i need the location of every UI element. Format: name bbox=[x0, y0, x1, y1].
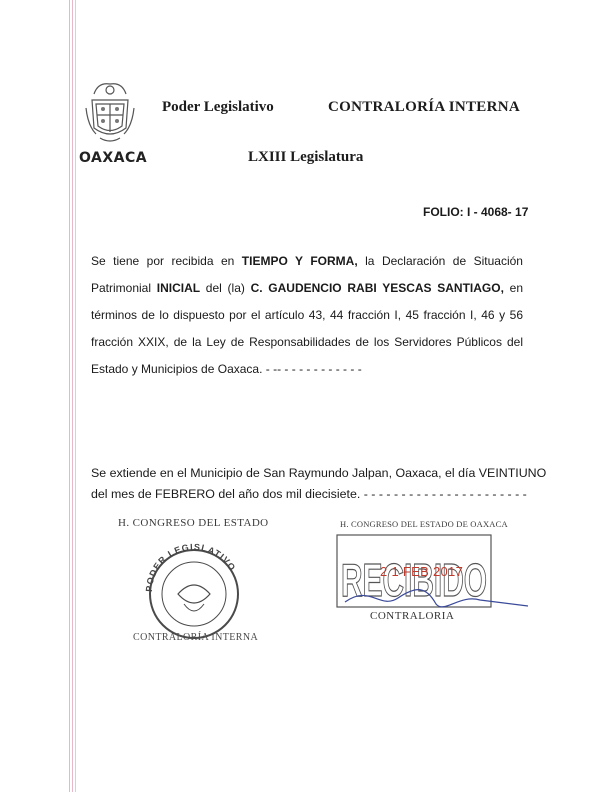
received-stamp-header: H. CONGRESO DEL ESTADO DE OAXACA bbox=[340, 519, 508, 529]
received-stamp-footer: CONTRALORIA bbox=[370, 610, 455, 622]
declarant-name: C. GAUDENCIO RABI YESCAS SANTIAGO, bbox=[250, 281, 504, 295]
department-heading: CONTRALORÍA INTERNA bbox=[328, 99, 520, 115]
margin-line-blue bbox=[69, 0, 70, 792]
paragraph-line: del mes de FEBRERO del año dos mil diecisiete. - - - - - - - - - - - - - - - - - - - - - - bbox=[91, 487, 527, 501]
paragraph-line: Patrimonial INICIAL del (la) C. GAUDENCIO RABI YESCAS SANTIAGO, en bbox=[91, 281, 524, 295]
congress-stamp-header: H. CONGRESO DEL ESTADO bbox=[118, 517, 269, 529]
paragraph-line: Se tiene por recibida en TIEMPO Y FORMA, la Declaración de Situación bbox=[91, 254, 523, 268]
paragraph-line: Estado y Municipios de Oaxaca. - -- - - - - - - - - - - - bbox=[91, 362, 362, 376]
declaration-paragraph bbox=[91, 248, 523, 383]
received-date: 2 1 FEB 2017 bbox=[380, 564, 464, 579]
state-name: OAXACA bbox=[79, 150, 148, 166]
paragraph-line: fracción XXIX, de la Ley de Responsabilidades de los Servidores Públicos del bbox=[91, 335, 523, 349]
legislature-heading: LXIII Legislatura bbox=[248, 149, 364, 165]
paragraph-line: términos de lo dispuesto por el artículo 43, 44 fracción I, 45 fracción I, 46 y 56 bbox=[91, 308, 523, 322]
folio-number: FOLIO: I - 4068- 17 bbox=[423, 205, 529, 219]
institution-heading: Poder Legislativo bbox=[162, 99, 274, 115]
margin-line-pink bbox=[72, 0, 73, 792]
internal-control-stamp-footer: CONTRALORÍA INTERNA bbox=[133, 632, 259, 643]
issuance-paragraph bbox=[91, 463, 547, 505]
svg-text:RECIBIDO: RECIBIDO bbox=[341, 554, 487, 606]
paragraph-line: Se extiende en el Municipio de San Raymundo Jalpan, Oaxaca, el día VEINTIUNO bbox=[91, 466, 547, 480]
margin-line-light bbox=[75, 0, 76, 792]
state-coat-of-arms-icon bbox=[84, 78, 136, 148]
svg-text:PODER LEGISLATIVO: PODER LEGISLATIVO bbox=[143, 541, 238, 593]
